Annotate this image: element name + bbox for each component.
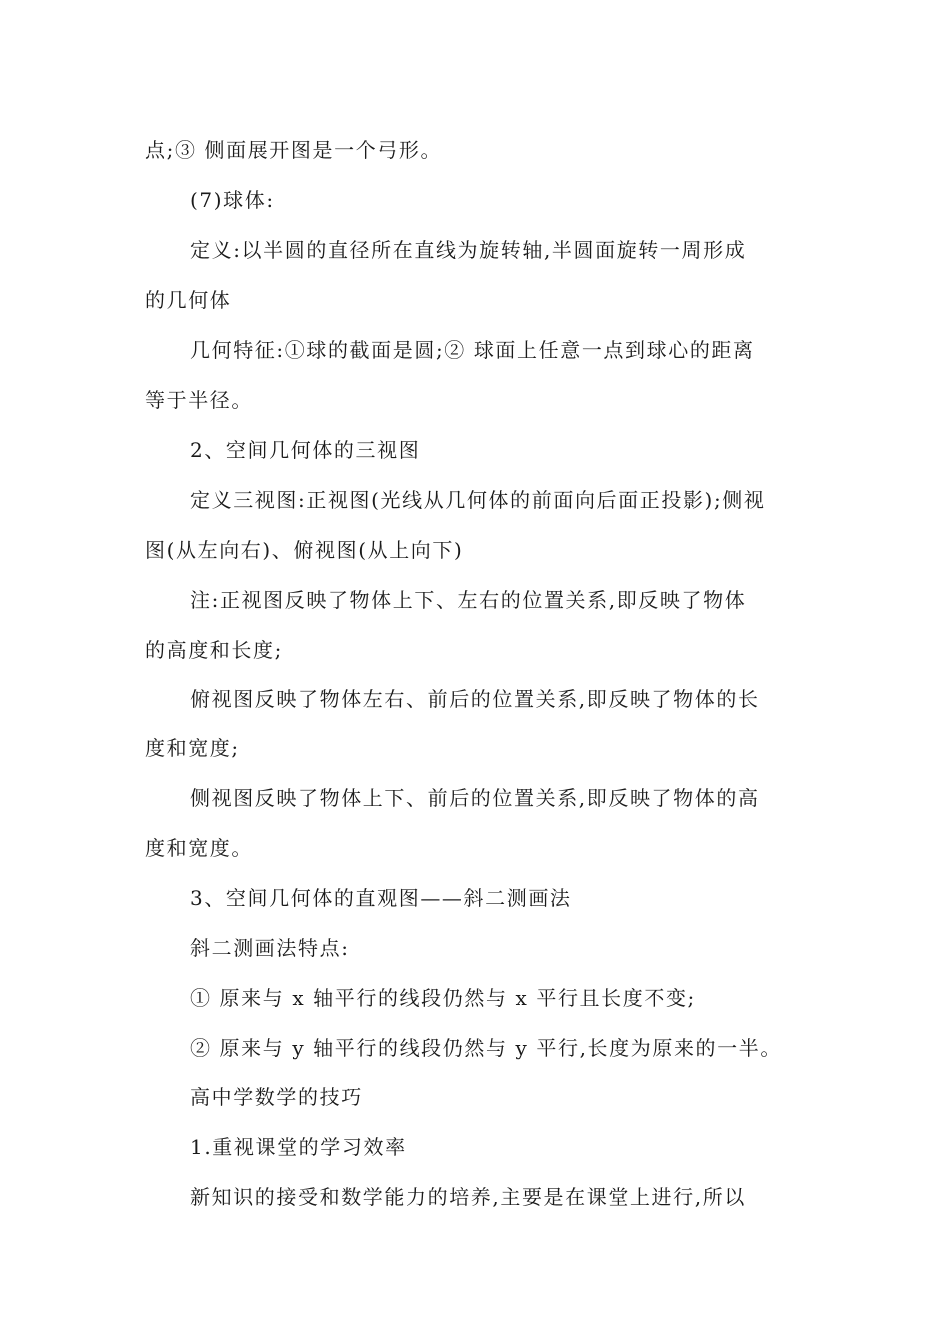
text-line: 定义:以半圆的直径所在直线为旋转轴,半圆面旋转一周形成 — [190, 238, 747, 262]
text-line: 等于半径。 — [145, 388, 253, 412]
text-line: 俯视图反映了物体左右、前后的位置关系,即反映了物体的长 — [190, 687, 760, 711]
text-line: 点;③ 侧面展开图是一个弓形。 — [145, 138, 443, 162]
text-line: 度和宽度。 — [145, 836, 253, 860]
text-line: 定义三视图:正视图(光线从几何体的前面向后面正投影);侧视 — [190, 488, 766, 512]
text-line: 斜二测画法特点: — [190, 936, 350, 960]
text-line: 几何特征:①球的截面是圆;② 球面上任意一点到球心的距离 — [190, 338, 755, 362]
text-line: 的几何体 — [145, 288, 232, 312]
text-line: 注:正视图反映了物体上下、左右的位置关系,即反映了物体 — [190, 588, 747, 612]
text-line: 侧视图反映了物体上下、前后的位置关系,即反映了物体的高 — [190, 786, 760, 810]
text-line: 1.重视课堂的学习效率 — [190, 1135, 407, 1159]
text-line: ② 原来与 y 轴平行的线段仍然与 y 平行,长度为原来的一半。 — [190, 1036, 782, 1060]
text-line: ① 原来与 x 轴平行的线段仍然与 x 平行且长度不变; — [190, 986, 696, 1010]
text-line: (7)球体: — [190, 188, 275, 212]
text-line: 的高度和长度; — [145, 638, 283, 662]
text-line: 2、空间几何体的三视图 — [190, 438, 421, 462]
text-line: 高中学数学的技巧 — [190, 1085, 363, 1109]
text-line: 图(从左向右)、俯视图(从上向下) — [145, 538, 464, 562]
text-line: 度和宽度; — [145, 736, 240, 760]
text-line: 新知识的接受和数学能力的培养,主要是在课堂上进行,所以 — [190, 1185, 746, 1209]
text-line: 3、空间几何体的直观图——斜二测画法 — [190, 886, 572, 910]
